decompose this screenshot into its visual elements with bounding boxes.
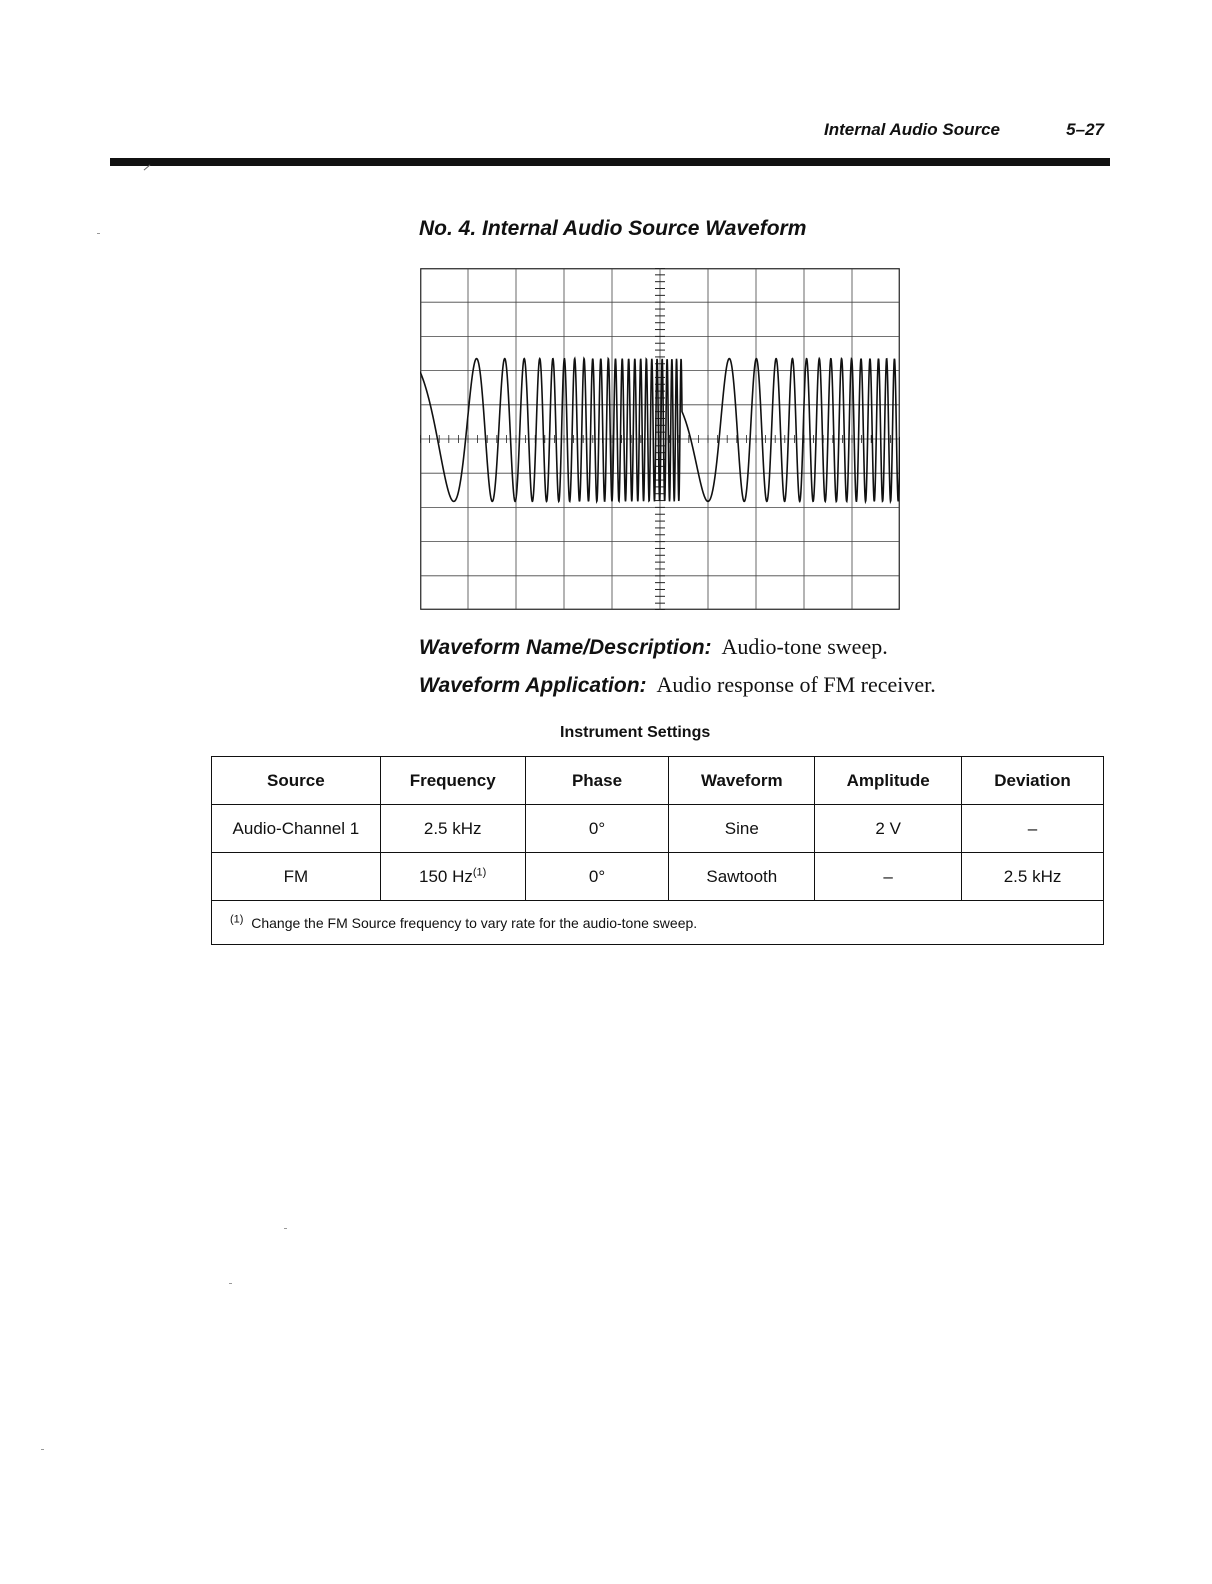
cell-waveform: Sawtooth — [669, 853, 815, 901]
cell-deviation: – — [962, 805, 1104, 853]
cell-frequency-value: 150 Hz — [419, 866, 473, 886]
cell-source: FM — [212, 853, 381, 901]
footnote-marker: (1) — [472, 865, 487, 878]
cell-frequency: 2.5 kHz — [380, 805, 525, 853]
waveform-name-label: Waveform Name/Description: — [419, 636, 712, 659]
cell-source: Audio-Channel 1 — [212, 805, 381, 853]
scan-speck — [97, 233, 100, 234]
waveform-application-value: Audio response of FM receiver. — [656, 672, 936, 697]
header-rule — [110, 158, 1110, 166]
cell-waveform: Sine — [669, 805, 815, 853]
cell-frequency — [380, 853, 525, 901]
waveform-application-label: Waveform Application: — [419, 674, 647, 697]
figure-title: No. 4. Internal Audio Source Waveform — [419, 217, 807, 240]
cell-phase: 0° — [525, 853, 669, 901]
scan-speck — [229, 1283, 232, 1284]
table-title: Instrument Settings — [560, 724, 711, 741]
scan-speck — [41, 1449, 44, 1450]
header-page-number: 5–27 — [1066, 120, 1104, 139]
instrument-settings-table — [211, 756, 1104, 945]
running-header — [800, 120, 1110, 142]
col-header-source: Source — [212, 757, 381, 805]
waveform-application — [419, 672, 936, 698]
footnote-row — [212, 901, 1104, 945]
cell-phase: 0° — [525, 805, 669, 853]
waveform-name-value: Audio-tone sweep. — [721, 634, 888, 659]
col-header-frequency: Frequency — [380, 757, 525, 805]
oscilloscope-graticule — [420, 268, 900, 610]
col-header-waveform: Waveform — [669, 757, 815, 805]
table-row — [212, 853, 1104, 901]
footnote — [212, 901, 1104, 945]
cell-amplitude: 2 V — [815, 805, 962, 853]
footnote-number: (1) — [230, 912, 244, 925]
col-header-phase: Phase — [525, 757, 669, 805]
col-header-deviation: Deviation — [962, 757, 1104, 805]
header-section-title: Internal Audio Source — [824, 120, 1001, 139]
table-row — [212, 805, 1104, 853]
cell-amplitude: – — [815, 853, 962, 901]
table-header-row — [212, 757, 1104, 805]
col-header-amplitude: Amplitude — [815, 757, 962, 805]
scan-speck — [284, 1228, 287, 1229]
waveform-plot — [420, 268, 900, 610]
waveform-description — [419, 634, 888, 660]
cell-deviation: 2.5 kHz — [962, 853, 1104, 901]
footnote-text: Change the FM Source frequency to vary rate for the audio-tone sweep. — [251, 914, 698, 931]
